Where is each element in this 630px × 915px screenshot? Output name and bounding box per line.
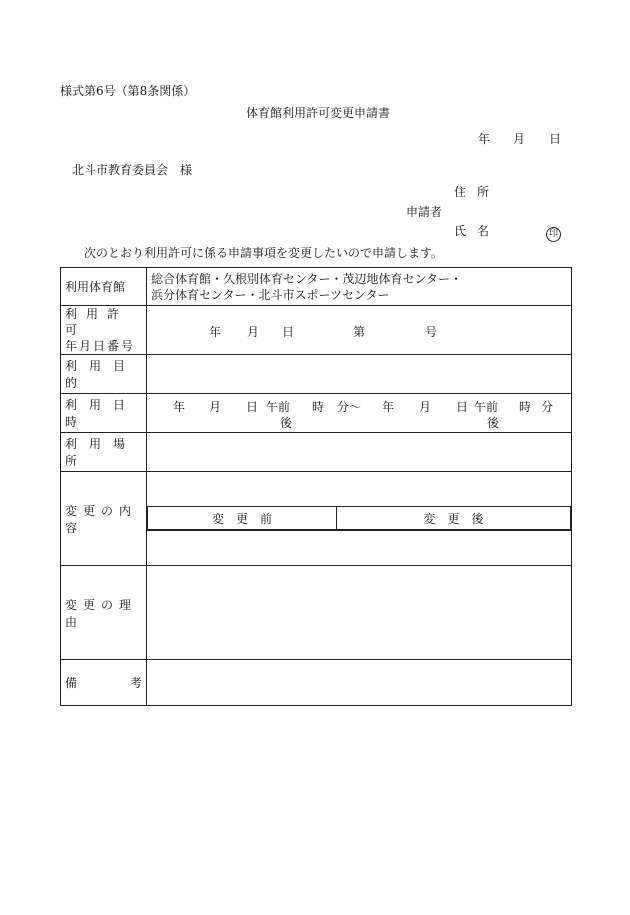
facility-label-text: 利用体育館: [65, 280, 126, 294]
change-label: [61, 472, 147, 566]
note-label-1: 備: [65, 676, 78, 690]
date-day: 日: [549, 132, 562, 146]
application-table: [60, 267, 572, 706]
dt-day-1: 日: [246, 400, 259, 414]
dt-year-1: 年: [173, 400, 186, 414]
dt-day-2: 日: [456, 400, 469, 414]
form-number: 様式第6号（第8条関係）: [60, 84, 196, 98]
purpose-label: [61, 355, 147, 394]
addressee: 北斗市教育委員会 様: [72, 163, 193, 177]
datetime-label: [61, 394, 147, 433]
after-header: 変 更 後: [337, 507, 571, 530]
dt-gozen-1: 午前: [266, 400, 291, 414]
document-title: 体育館利用許可変更申請書: [246, 106, 391, 120]
after-value: [337, 530, 571, 531]
note-label: [61, 660, 147, 706]
before-value: [148, 530, 337, 531]
purpose-value: [147, 355, 572, 394]
purpose-label-text: 利用目的: [65, 359, 138, 390]
dt-fun: 分: [541, 400, 554, 414]
place-label: [61, 433, 147, 472]
intro-text: 次のとおり利用許可に係る申請事項を変更したいので申請します。: [84, 246, 444, 260]
before-header: 変 更 前: [148, 507, 337, 530]
seal-icon: 印: [546, 221, 561, 242]
date-month: 月: [513, 132, 526, 146]
note-label-2: 考: [129, 676, 142, 690]
datetime-value: [147, 394, 572, 433]
dt-month-2: 月: [419, 400, 432, 414]
permit-label: [61, 306, 147, 355]
permit-year: 年: [209, 325, 222, 339]
facility-line-1: 総合体育館・久根別体育センター・茂辺地体育センター・: [151, 271, 463, 286]
dt-ji-1: 時: [312, 400, 325, 414]
datetime-label-text: 利用日時: [65, 398, 138, 429]
applicant-label: 申請者: [406, 205, 443, 219]
date-year: 年: [478, 132, 491, 146]
facility-value: [147, 268, 572, 306]
address-label-2: 所: [477, 185, 490, 199]
dt-ji-2: 時: [519, 400, 532, 414]
permit-dai: 第: [353, 325, 366, 339]
facility-label: [61, 268, 147, 306]
place-label-text: 利用場所: [65, 437, 138, 468]
change-label-text: 変更の内容: [65, 503, 138, 535]
change-inner-table: [147, 506, 571, 531]
dt-month-1: 月: [209, 400, 222, 414]
dt-gozen-2: 午前: [474, 400, 499, 414]
dt-fun-kara: 分～: [337, 400, 362, 414]
place-value: [147, 433, 572, 472]
name-label-2: 名: [477, 224, 490, 238]
reason-value: [147, 566, 572, 660]
name-label-1: 氏: [454, 224, 467, 238]
permit-value: [147, 306, 572, 355]
permit-label-line2: 年月日番号: [65, 339, 136, 353]
permit-go: 号: [425, 325, 438, 339]
dt-year-2: 年: [382, 400, 395, 414]
reason-label: [61, 566, 147, 660]
facility-line-2: 浜分体育センター・北斗市スポーツセンター: [151, 287, 390, 302]
reason-label-text: 変更の理由: [65, 597, 138, 629]
change-value: [147, 472, 572, 566]
dt-gogo-2: 後: [487, 416, 500, 430]
permit-label-line1: 利用許可: [65, 307, 129, 337]
note-value: [147, 660, 572, 706]
permit-day: 日: [282, 325, 295, 339]
permit-month: 月: [247, 325, 260, 339]
dt-gogo-1: 後: [280, 416, 293, 430]
address-label-1: 住: [454, 185, 467, 199]
